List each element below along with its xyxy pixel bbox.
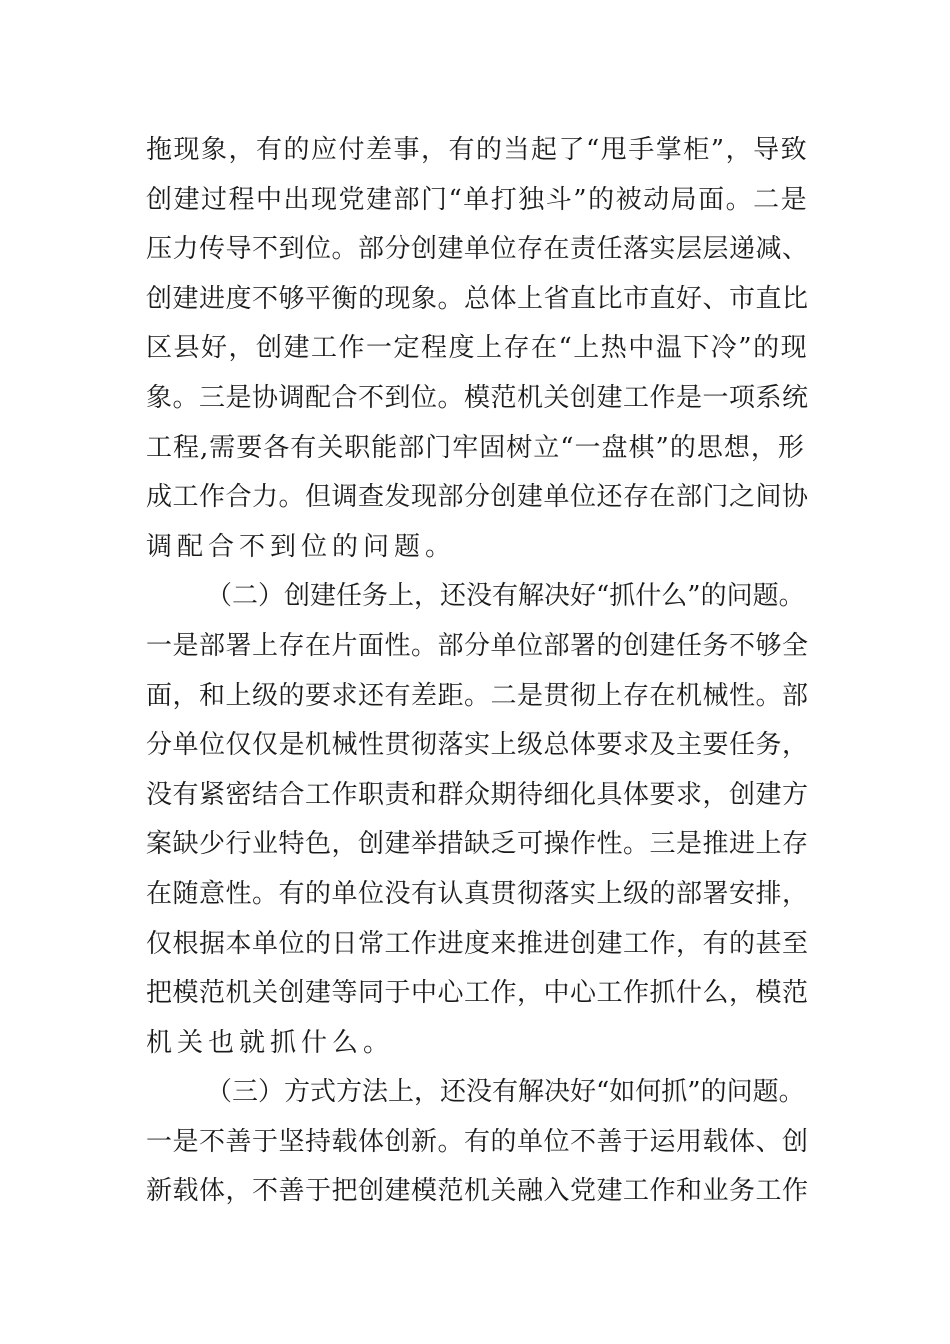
text-line: 一是不善于坚持载体创新。有的单位不善于运用载体、创 xyxy=(146,1126,809,1157)
text-line: 案缺少行业特色，创建举措缺乏可操作性。三是推进上存 xyxy=(146,829,809,860)
text-line: 面，和上级的要求还有差距。二是贯彻上存在机械性。部 xyxy=(146,680,809,711)
text-line: 压力传导不到位。部分创建单位存在责任落实层层递减、 xyxy=(146,234,809,265)
section-heading-3: （三）方式方法上，还没有解决好“如何抓”的问题。 xyxy=(206,1077,805,1108)
text-line: 拖现象，有的应付差事，有的当起了“甩手掌柜”，导致 xyxy=(146,135,809,165)
text-line: 工程,需要各有关职能部门牢固树立“一盘棋”的思想，形 xyxy=(146,432,805,463)
text-line: 机关也就抓什么。 xyxy=(146,1027,395,1058)
text-line: 没有紧密结合工作职责和群众期待细化具体要求，创建方 xyxy=(146,779,809,810)
text-line: 分单位仅仅是机械性贯彻落实上级总体要求及主要任务， xyxy=(146,730,809,761)
text-line: 成工作合力。但调查发现部分创建单位还存在部门之间协 xyxy=(146,482,809,513)
text-line: 在随意性。有的单位没有认真贯彻落实上级的部署安排， xyxy=(146,878,809,909)
text-line: 一是部署上存在片面性。部分单位部署的创建任务不够全 xyxy=(146,630,809,661)
text-line: 象。三是协调配合不到位。模范机关创建工作是一项系统 xyxy=(146,382,809,413)
text-line: 新载体，不善于把创建模范机关融入党建工作和业务工作 xyxy=(146,1176,809,1207)
text-line: 创建过程中出现党建部门“单打独斗”的被动局面。二是 xyxy=(146,184,809,215)
text-line: 仅根据本单位的日常工作进度来推进创建工作，有的甚至 xyxy=(146,928,809,959)
text-line: 调配合不到位的问题。 xyxy=(146,531,457,562)
body-text xyxy=(146,126,816,1217)
text-line: 创建进度不够平衡的现象。总体上省直比市直好、市直比 xyxy=(146,283,809,314)
section-heading-2: （二）创建任务上，还没有解决好“抓什么”的问题。 xyxy=(206,581,805,612)
text-line: 区县好，创建工作一定程度上存在“上热中温下冷”的现 xyxy=(146,333,809,364)
text-line: 把模范机关创建等同于中心工作，中心工作抓什么，模范 xyxy=(146,978,809,1009)
